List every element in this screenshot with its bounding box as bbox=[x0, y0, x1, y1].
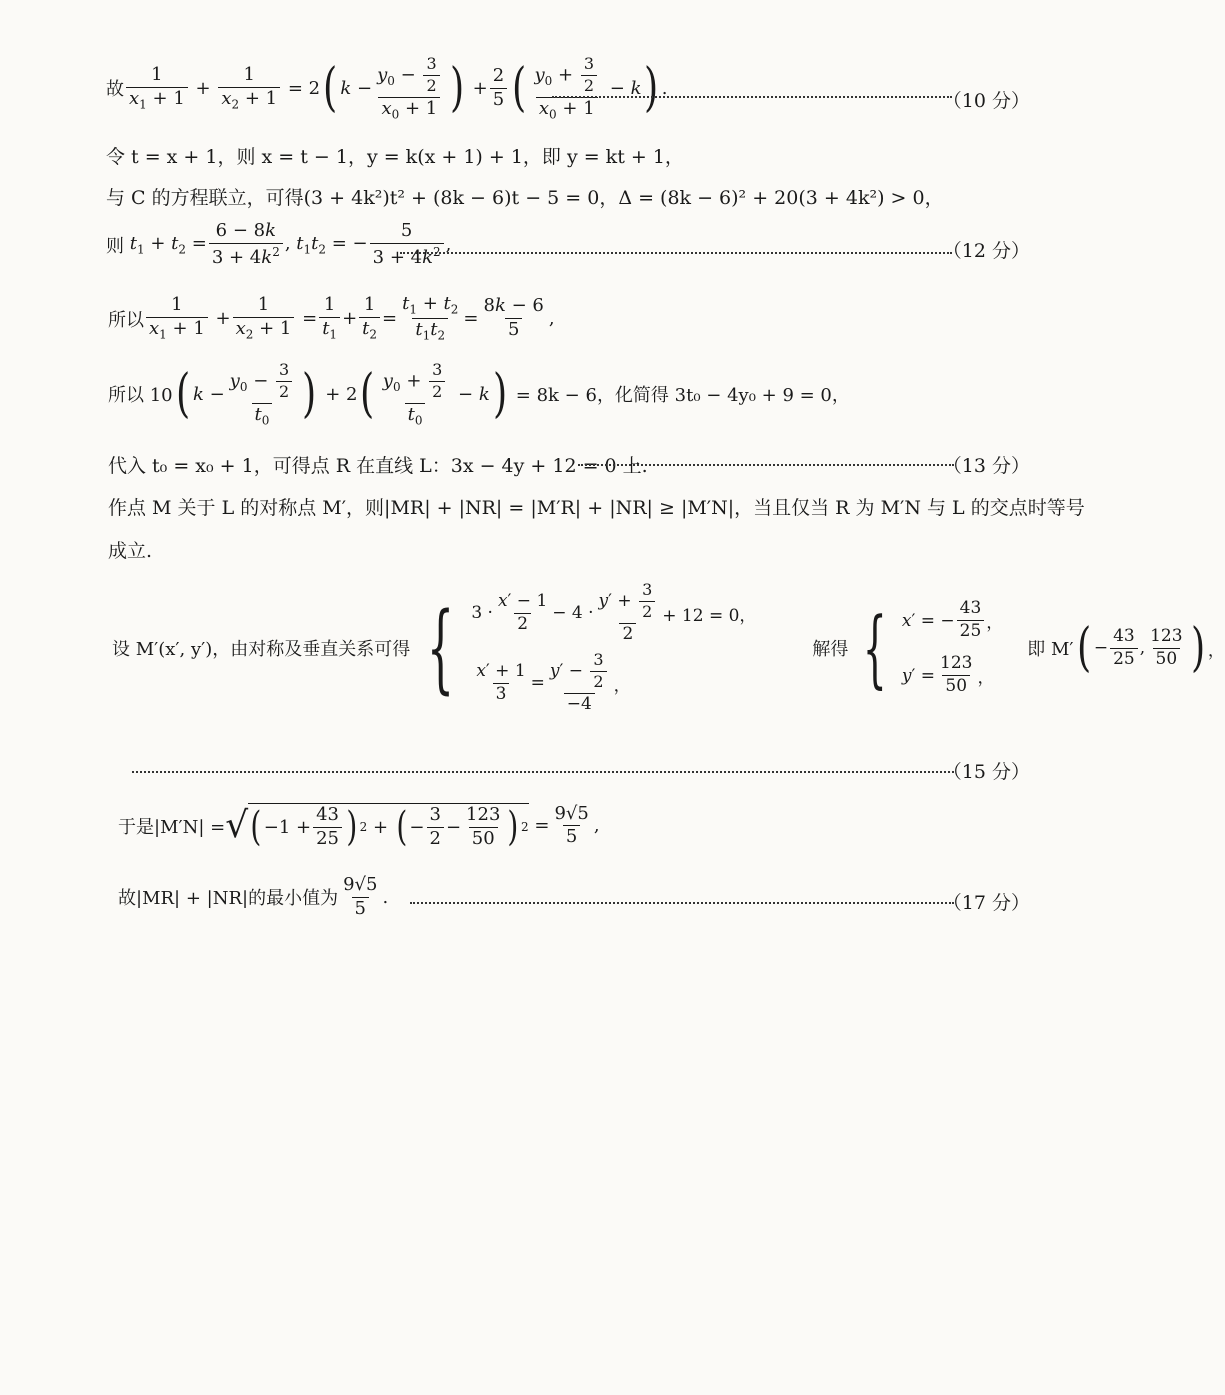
score-12: （12 分） bbox=[942, 240, 1030, 262]
line-3-text: 与 C 的方程联立，可得(3 + 4k²)t² + (8k − 6)t − 5 = 0，Δ = (8k − 6)² + 20(3 + 4k²) > 0， bbox=[106, 187, 944, 209]
line-10-prefix: 设 M′(x′, y′)，由对称及垂直关系可得 bbox=[112, 639, 411, 660]
line-10-suffix: 即 M′ bbox=[1027, 639, 1074, 660]
line-6: 所以 10 ( k − $y_0$ − $\frac{3}{2}$ $t_0$ ) + 2 ( $y_0$ + $\frac{3}{2}$ $t_0$ − k ) = 8k − 6，化简得 3t₀ − 4y₀ + 9 = 0， bbox=[108, 360, 850, 428]
score-10: （10 分） bbox=[942, 90, 1030, 112]
line-6-prefix: 所以 10 bbox=[108, 385, 173, 407]
line-3 bbox=[106, 183, 1186, 210]
leader-1 bbox=[552, 96, 952, 98]
line-4-prefix: 则 bbox=[106, 235, 124, 257]
line-10-mid: 解得 bbox=[812, 639, 849, 660]
leader-5 bbox=[410, 902, 954, 904]
line-8 bbox=[108, 493, 1188, 520]
line-13: 故|MR| + |NR|的最小值为 $\frac{9√5}{5}$ . bbox=[118, 874, 389, 919]
line-4: 则 $t_1 + t_2$ = $\frac{6 - 8k}{3 + 4k^2}$ , $t_1t_2$ = − $\frac{5}{3 + 4k^2}$ , bbox=[106, 220, 452, 268]
score-13: （13 分） bbox=[942, 455, 1030, 477]
leader-3 bbox=[578, 464, 954, 466]
line-1-prefix: 故 bbox=[106, 79, 124, 101]
score-15: （15 分） bbox=[942, 761, 1030, 783]
line-5: 所以 $\frac{1}{x_1 + 1}$ + $\frac{1}{x_2 + 1}$ = $\frac{1}{t_1}$ + $\frac{1}{t_2}$ = $\frac{t_1 + t_2}{t_1t_2}$ = $\frac{8k - 6}{5}$ , bbox=[108, 293, 555, 343]
line-2-text: 令 t = x + 1，则 x = t − 1，y = k(x + 1) + 1，即 y = kt + 1， bbox=[106, 146, 684, 168]
line-7-text: 代入 t₀ = x₀ + 1，可得点 R 在直线 L：3x − 4y + 12 = 0 上. bbox=[108, 455, 648, 477]
line-8-text: 作点 M 关于 L 的对称点 M′，则|MR| + |NR| = |M′R| + |NR| ≥ |M′N|，当且仅当 R 为 M′N 与 L 的交点时等号 bbox=[108, 497, 1085, 519]
line-12-prefix: 于是|M′N| = bbox=[118, 816, 226, 838]
line-9-text: 成立. bbox=[108, 540, 153, 562]
line-1: 故 $\frac{1}{x_1 + 1}$ + $\frac{1}{x_2 + 1}$ = 2 ( k − $y_0$ − $\frac{3}{2}$ $x_0 + 1$ ) + $\frac{2}{5}$ ( $y_0$ + $\frac{3}{2}$ $x_0 + 1$ − k ) . bbox=[106, 54, 668, 122]
line-10: 设 M′(x′, y′)，由对称及垂直关系可得 { 3 · $\frac{x' - 1}{2}$ − 4 · y′ + $\frac{3}{2}$ 2 + 12 = 0， $\frac{x' + 1}{3}$ = y′ − $\frac{3}{2}$ −4 ， 解得 { x ′ = − $\frac{43}{25}$ ， y ′ = $\frac{123}{50}$ ， 即 M′ ( − $\frac{43}{25}$ , $\frac{123}{50}$ ) ， bbox=[112, 580, 1225, 714]
leader-4 bbox=[132, 771, 954, 773]
leader-2 bbox=[400, 252, 952, 254]
score-17: （17 分） bbox=[942, 892, 1030, 914]
line-2 bbox=[106, 142, 1186, 169]
line-9 bbox=[108, 536, 1188, 563]
line-13-prefix: 故|MR| + |NR|的最小值为 bbox=[118, 888, 339, 910]
line-12: 于是|M′N| = √ ( −1 + $\frac{43}{25}$ ) 2 + ( − $\frac{3}{2}$ − $\frac{123}{50}$ ) 2 = $\frac{9√5}{5}$ , bbox=[118, 802, 600, 851]
line-5-prefix: 所以 bbox=[108, 309, 144, 331]
line-6-suffix: = 8k − 6，化简得 3t₀ − 4y₀ + 9 = 0， bbox=[515, 385, 850, 407]
